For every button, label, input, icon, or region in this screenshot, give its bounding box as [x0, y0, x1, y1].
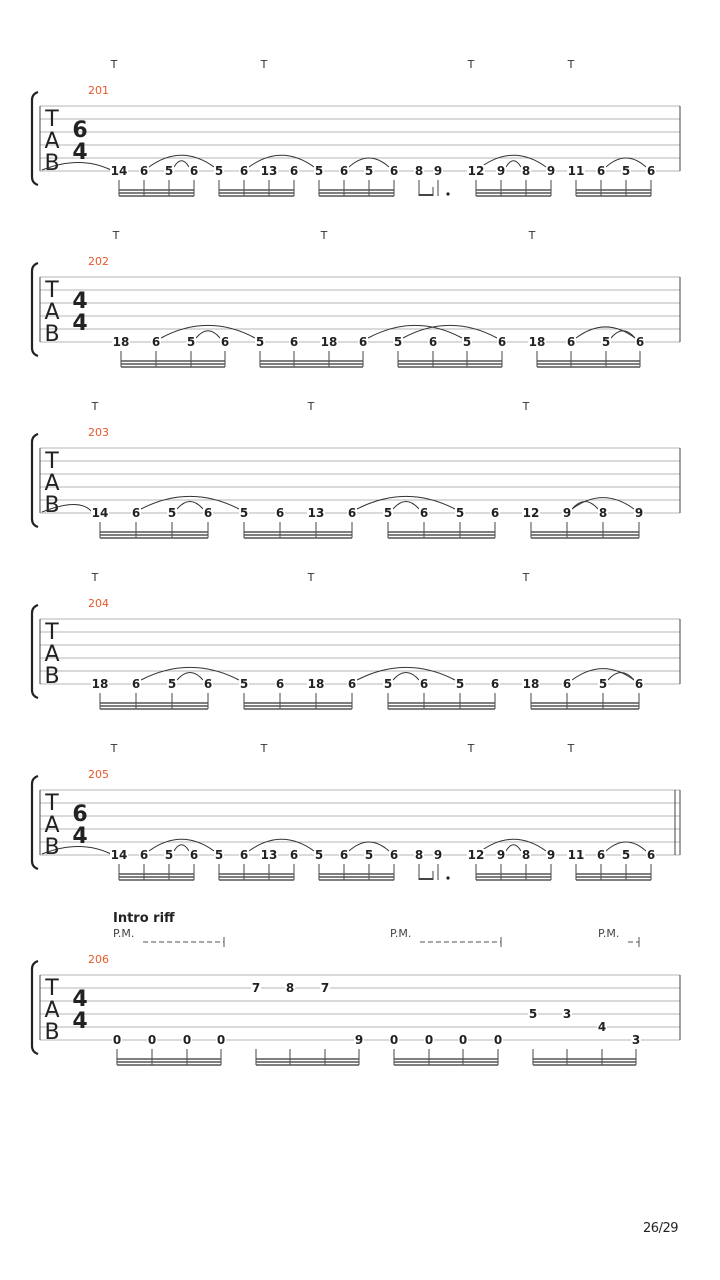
- fret-number: 5: [314, 848, 324, 862]
- tab-clef-letter: A: [44, 129, 60, 154]
- fret-number: 9: [354, 1033, 364, 1047]
- time-signature-digit: 4: [72, 311, 88, 336]
- fret-number: 5: [528, 1007, 538, 1021]
- time-signature-digit: 4: [72, 824, 88, 849]
- system-bracket: [32, 961, 38, 1054]
- tap-mark: T: [260, 58, 268, 71]
- tab-clef-letter: A: [44, 642, 60, 667]
- system-bracket: [32, 776, 38, 869]
- fret-number: 6: [646, 848, 656, 862]
- tab-system-205: [32, 742, 680, 880]
- tab-system-206: [32, 911, 680, 1065]
- tab-clef-letter: B: [44, 835, 60, 860]
- fret-number: 5: [393, 335, 403, 349]
- fret-number: 6: [151, 335, 161, 349]
- fret-number: 6: [634, 677, 644, 691]
- fret-number: 12: [467, 848, 485, 862]
- fret-number: 6: [139, 848, 149, 862]
- section-label: Intro riff: [113, 911, 175, 926]
- slur: [506, 845, 521, 851]
- fret-number: 5: [364, 164, 374, 178]
- fret-number: 6: [419, 506, 429, 520]
- fret-number: 0: [216, 1033, 226, 1047]
- fret-number: 6: [347, 506, 357, 520]
- tab-system-204: [32, 571, 680, 709]
- system-bracket: [32, 92, 38, 185]
- fret-number: 9: [496, 848, 506, 862]
- fret-number: 6: [562, 677, 572, 691]
- fret-number: 0: [493, 1033, 503, 1047]
- slur: [161, 325, 255, 338]
- fret-number: 8: [414, 848, 424, 862]
- fret-number: 6: [339, 848, 349, 862]
- tab-clef-letter: A: [44, 300, 60, 325]
- fret-number: 5: [239, 677, 249, 691]
- tab-clef-letter: A: [44, 998, 60, 1023]
- fret-number: 6: [275, 506, 285, 520]
- measure-number: 205: [88, 768, 109, 781]
- fret-number: 6: [428, 335, 438, 349]
- fret-number: 5: [239, 506, 249, 520]
- measure-number: 203: [88, 426, 109, 439]
- fret-number: 0: [182, 1033, 192, 1047]
- fret-number: 6: [289, 848, 299, 862]
- fret-number: 8: [598, 506, 608, 520]
- fret-number: 6: [490, 677, 500, 691]
- fret-number: 8: [521, 848, 531, 862]
- tab-clef-letter: T: [45, 620, 59, 645]
- tap-mark: T: [467, 58, 475, 71]
- tab-clef-letter: B: [44, 493, 60, 518]
- tab-clef-letter: A: [44, 471, 60, 496]
- fret-number: 5: [383, 506, 393, 520]
- fret-number: 7: [320, 981, 330, 995]
- slur: [174, 845, 189, 851]
- tap-mark: T: [320, 229, 328, 242]
- fret-number: 6: [596, 164, 606, 178]
- fret-number: 18: [528, 335, 546, 349]
- fret-number: 6: [220, 335, 230, 349]
- dot: [446, 192, 449, 195]
- fret-number: 6: [131, 677, 141, 691]
- fret-number: 9: [634, 506, 644, 520]
- fret-number: 5: [164, 164, 174, 178]
- fret-number: 0: [424, 1033, 434, 1047]
- slur: [506, 161, 521, 167]
- tap-mark: T: [91, 400, 99, 413]
- slur: [393, 673, 419, 680]
- fret-number: 5: [167, 677, 177, 691]
- tap-mark: T: [307, 571, 315, 584]
- slur: [357, 667, 455, 680]
- fret-number: 8: [285, 981, 295, 995]
- fret-number: 5: [167, 506, 177, 520]
- tab-system-201: [32, 58, 680, 196]
- tap-mark: T: [110, 58, 118, 71]
- slur: [177, 502, 203, 509]
- tab-clef-letter: B: [44, 664, 60, 689]
- measure-number: 204: [88, 597, 109, 610]
- fret-number: 5: [186, 335, 196, 349]
- fret-number: 13: [260, 848, 278, 862]
- tap-mark: T: [112, 229, 120, 242]
- fret-number: 8: [414, 164, 424, 178]
- tab-system-202: [32, 229, 680, 367]
- slur: [368, 325, 462, 338]
- fret-number: 9: [433, 164, 443, 178]
- slur: [177, 673, 203, 680]
- time-signature-digit: 4: [72, 289, 88, 314]
- time-signature-digit: 4: [72, 1009, 88, 1034]
- palm-mute-label: P.M.: [113, 927, 135, 940]
- fret-number: 0: [389, 1033, 399, 1047]
- fret-number: 6: [239, 848, 249, 862]
- slur: [611, 331, 635, 338]
- fret-number: 5: [621, 164, 631, 178]
- fret-number: 12: [467, 164, 485, 178]
- fret-number: 13: [307, 506, 325, 520]
- slur: [249, 839, 314, 851]
- slur: [174, 161, 189, 167]
- fret-number: 6: [358, 335, 368, 349]
- slur: [572, 502, 598, 509]
- fret-number: 13: [260, 164, 278, 178]
- fret-number: 6: [389, 848, 399, 862]
- fret-number: 4: [597, 1020, 607, 1034]
- fret-number: 6: [275, 677, 285, 691]
- fret-number: 12: [522, 506, 540, 520]
- fret-number: 6: [347, 677, 357, 691]
- fret-number: 6: [131, 506, 141, 520]
- measure-number: 202: [88, 255, 109, 268]
- fret-number: 0: [147, 1033, 157, 1047]
- fret-number: 5: [601, 335, 611, 349]
- fret-number: 6: [490, 506, 500, 520]
- tap-mark: T: [110, 742, 118, 755]
- fret-number: 6: [339, 164, 349, 178]
- fret-number: 6: [596, 848, 606, 862]
- tab-clef-letter: A: [44, 813, 60, 838]
- measure-number: 206: [88, 953, 109, 966]
- fret-number: 7: [251, 981, 261, 995]
- fret-number: 0: [112, 1033, 122, 1047]
- tab-clef-letter: B: [44, 322, 60, 347]
- fret-number: 6: [189, 164, 199, 178]
- tab-clef-letter: B: [44, 151, 60, 176]
- slur: [393, 502, 419, 509]
- fret-number: 5: [462, 335, 472, 349]
- fret-number: 6: [389, 164, 399, 178]
- fret-number: 18: [91, 677, 109, 691]
- fret-number: 5: [164, 848, 174, 862]
- fret-number: 5: [455, 506, 465, 520]
- slur: [141, 667, 239, 680]
- fret-number: 11: [567, 164, 585, 178]
- tab-clef-letter: T: [45, 278, 59, 303]
- fret-number: 6: [203, 506, 213, 520]
- fret-number: 5: [314, 164, 324, 178]
- slur: [196, 331, 220, 338]
- tab-clef-letter: T: [45, 976, 59, 1001]
- fret-number: 6: [646, 164, 656, 178]
- fret-number: 9: [496, 164, 506, 178]
- fret-number: 9: [546, 848, 556, 862]
- measure-number: 201: [88, 84, 109, 97]
- fret-number: 9: [562, 506, 572, 520]
- fret-number: 6: [635, 335, 645, 349]
- tap-mark: T: [260, 742, 268, 755]
- time-signature-digit: 4: [72, 987, 88, 1012]
- fret-number: 3: [562, 1007, 572, 1021]
- palm-mute-label: P.M.: [390, 927, 412, 940]
- slur: [141, 496, 239, 509]
- fret-number: 18: [320, 335, 338, 349]
- fret-number: 5: [255, 335, 265, 349]
- fret-number: 14: [91, 506, 109, 520]
- fret-number: 6: [566, 335, 576, 349]
- tap-mark: T: [522, 571, 530, 584]
- fret-number: 18: [522, 677, 540, 691]
- fret-number: 0: [458, 1033, 468, 1047]
- fret-number: 6: [419, 677, 429, 691]
- fret-number: 6: [189, 848, 199, 862]
- tap-mark: T: [528, 229, 536, 242]
- fret-number: 18: [112, 335, 130, 349]
- fret-number: 6: [497, 335, 507, 349]
- fret-number: 9: [433, 848, 443, 862]
- fret-number: 5: [621, 848, 631, 862]
- tap-mark: T: [567, 58, 575, 71]
- tab-clef-letter: T: [45, 107, 59, 132]
- tap-mark: T: [307, 400, 315, 413]
- fret-number: 6: [289, 335, 299, 349]
- system-bracket: [32, 263, 38, 356]
- fret-number: 6: [203, 677, 213, 691]
- fret-number: 5: [364, 848, 374, 862]
- fret-number: 5: [455, 677, 465, 691]
- time-signature-digit: 6: [72, 802, 88, 827]
- fret-number: 6: [139, 164, 149, 178]
- fret-number: 6: [289, 164, 299, 178]
- page-number: 26/29: [643, 1221, 678, 1236]
- fret-number: 18: [307, 677, 325, 691]
- system-bracket: [32, 605, 38, 698]
- palm-mute-label: P.M.: [598, 927, 620, 940]
- fret-number: 8: [521, 164, 531, 178]
- slur: [608, 673, 634, 680]
- fret-number: 5: [383, 677, 393, 691]
- tap-mark: T: [91, 571, 99, 584]
- slur: [249, 155, 314, 167]
- fret-number: 3: [631, 1033, 641, 1047]
- fret-number: 14: [110, 848, 128, 862]
- fret-number: 5: [214, 848, 224, 862]
- fret-number: 6: [239, 164, 249, 178]
- tab-clef-letter: T: [45, 791, 59, 816]
- fret-number: 9: [546, 164, 556, 178]
- fret-number: 14: [110, 164, 128, 178]
- tab-system-203: [32, 400, 680, 538]
- tab-clef-letter: T: [45, 449, 59, 474]
- dot: [446, 876, 449, 879]
- tap-mark: T: [567, 742, 575, 755]
- time-signature-digit: 4: [72, 140, 88, 165]
- system-bracket: [32, 434, 38, 527]
- fret-number: 5: [598, 677, 608, 691]
- tap-mark: T: [522, 400, 530, 413]
- slur: [403, 325, 497, 338]
- fret-number: 5: [214, 164, 224, 178]
- fret-number: 11: [567, 848, 585, 862]
- slur: [357, 496, 455, 509]
- tap-mark: T: [467, 742, 475, 755]
- time-signature-digit: 6: [72, 118, 88, 143]
- tab-clef-letter: B: [44, 1020, 60, 1045]
